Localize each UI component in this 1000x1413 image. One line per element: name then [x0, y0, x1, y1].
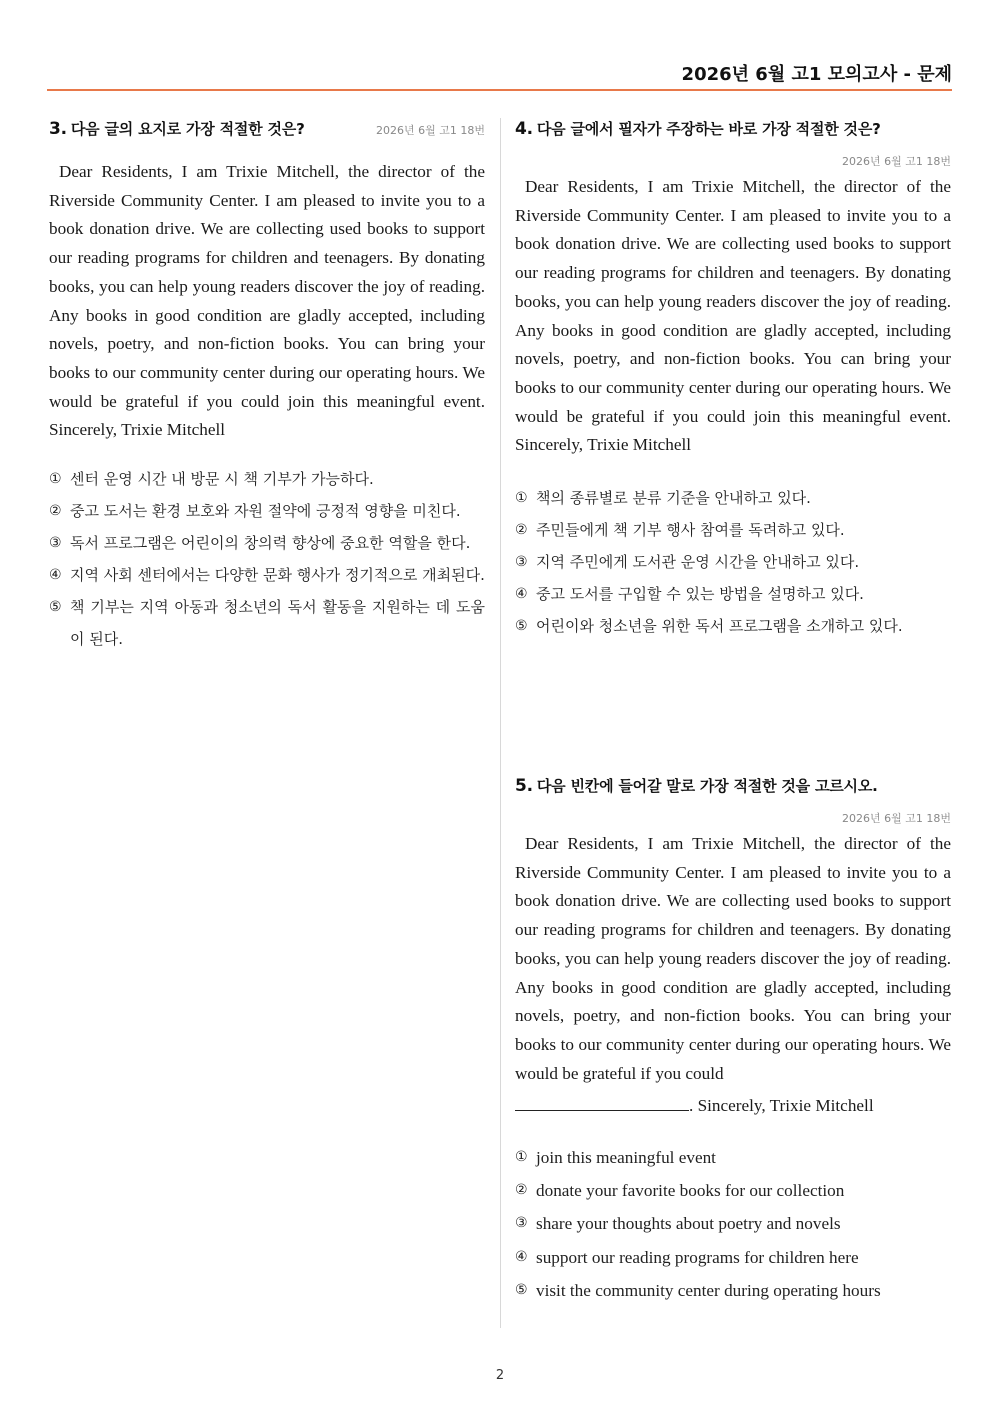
choice-marker: ④	[515, 1248, 528, 1265]
page-header-title: 2026년 6월 고1 모의고사 - 문제	[681, 64, 952, 85]
choice-item[interactable]	[515, 1241, 951, 1274]
choice-text: 센터 운영 시간 내 방문 시 책 기부가 가능하다.	[70, 470, 374, 489]
question-prompt: 다음 글에서 필자가 주장하는 바로 가장 적절한 것은?	[536, 120, 881, 138]
choice-marker: ③	[515, 1215, 528, 1232]
question-source: 2026년 6월 고1 18번	[842, 155, 951, 168]
choice-text: donate your favorite books for our collection	[536, 1181, 845, 1201]
choice-text: 책 기부는 지역 아동과 청소년의 독서 활동을 지원하는 데 도움이 된다.	[70, 598, 485, 649]
choice-marker: ①	[515, 490, 528, 507]
question-3-passage	[49, 158, 485, 445]
choice-item[interactable]	[49, 591, 485, 655]
question-5-passage	[515, 830, 951, 1088]
choice-item[interactable]	[49, 463, 485, 495]
question-5-choices	[515, 1141, 951, 1307]
choice-marker: ④	[515, 586, 528, 603]
choice-item[interactable]	[515, 610, 951, 642]
choice-text: support our reading programs for children here	[536, 1247, 859, 1267]
choice-item[interactable]	[515, 578, 951, 610]
choice-text: visit the community center during operating hours	[536, 1280, 881, 1300]
question-4-title	[515, 118, 881, 139]
question-source: 2026년 6월 고1 18번	[842, 812, 951, 825]
question-3-choices	[49, 463, 485, 655]
choice-item[interactable]	[49, 527, 485, 559]
choice-marker: ②	[49, 503, 62, 520]
choice-marker: ⑤	[49, 599, 62, 616]
choice-text: 지역 사회 센터에서는 다양한 문화 행사가 정기적으로 개최된다.	[70, 566, 485, 585]
question-number: 3.	[49, 119, 67, 139]
choice-text: 어린이와 청소년을 위한 독서 프로그램을 소개하고 있다.	[536, 617, 903, 636]
question-5-header	[515, 775, 951, 796]
choice-item[interactable]	[515, 482, 951, 514]
choice-marker: ①	[515, 1149, 528, 1166]
choice-item[interactable]	[515, 546, 951, 578]
question-4-header	[515, 118, 951, 139]
choice-marker: ④	[49, 567, 62, 584]
choice-text: 책의 종류별로 분류 기준을 안내하고 있다.	[536, 489, 811, 508]
choice-marker: ①	[49, 471, 62, 488]
question-4	[515, 118, 951, 642]
choice-marker: ②	[515, 1182, 528, 1199]
choice-item[interactable]	[49, 559, 485, 591]
choice-marker: ②	[515, 522, 528, 539]
choice-marker: ③	[515, 554, 528, 571]
choice-text: share your thoughts about poetry and novels	[536, 1214, 841, 1234]
choice-marker: ⑤	[515, 1281, 528, 1298]
choice-item[interactable]	[515, 1207, 951, 1240]
passage-ending: . Sincerely, Trixie Mitchell	[689, 1096, 874, 1116]
choice-text: join this meaningful event	[536, 1148, 716, 1168]
question-prompt: 다음 글의 요지로 가장 적절한 것은?	[70, 120, 305, 138]
question-3	[49, 118, 485, 655]
choice-item[interactable]	[515, 514, 951, 546]
choice-text: 주민들에게 책 기부 행사 참여를 독려하고 있다.	[536, 521, 845, 540]
passage-text: Dear Residents, I am Trixie Mitchell, the director of the Riverside Community Center. I am pleased to invite you to a book donation drive. We are collecting used books to support our reading programs for children and teenagers. By donating books, you can help young readers discover the joy of reading. Any books in good condition are gladly accepted, including novels, poetry, and non-fiction books. You can bring your books to our community center during our operating hours. We would be grateful if you could join this meaningful event. Sincerely, Trixie Mitchell	[49, 162, 485, 440]
passage-text: Dear Residents, I am Trixie Mitchell, the director of the Riverside Community Center. I am pleased to invite you to a book donation drive. We are collecting used books to support our reading programs for children and teenagers. By donating books, you can help young readers discover the joy of reading. Any books in good condition are gladly accepted, including novels, poetry, and non-fiction books. You can bring your books to our community center during our operating hours. We would be grateful if you could join this meaningful event. Sincerely, Trixie Mitchell	[515, 177, 951, 455]
column-divider	[500, 118, 501, 1328]
choice-item[interactable]	[515, 1141, 951, 1174]
choice-item[interactable]	[515, 1274, 951, 1307]
choice-item[interactable]	[49, 495, 485, 527]
question-3-header	[49, 118, 485, 139]
question-5	[515, 775, 951, 1307]
choice-text: 지역 주민에게 도서관 운영 시간을 안내하고 있다.	[536, 553, 860, 572]
question-prompt: 다음 빈칸에 들어갈 말로 가장 적절한 것을 고르시오.	[536, 777, 878, 795]
choice-text: 중고 도서를 구입할 수 있는 방법을 설명하고 있다.	[536, 585, 864, 604]
choice-marker: ③	[49, 535, 62, 552]
question-5-blank-line	[515, 1092, 951, 1121]
page-number: 2	[495, 1368, 505, 1383]
choice-marker: ⑤	[515, 618, 528, 635]
answer-blank	[515, 1092, 689, 1111]
choice-item[interactable]	[515, 1174, 951, 1207]
question-source: 2026년 6월 고1 18번	[376, 124, 485, 137]
question-number: 5.	[515, 776, 533, 796]
question-3-title	[49, 118, 305, 139]
header-divider	[47, 89, 952, 91]
question-5-title	[515, 775, 878, 796]
question-4-choices	[515, 482, 951, 642]
passage-text: Dear Residents, I am Trixie Mitchell, the director of the Riverside Community Center. I am pleased to invite you to a book donation drive. We are collecting used books to support our reading programs for children and teenagers. By donating books, you can help young readers discover the joy of reading. Any books in good condition are gladly accepted, including novels, poetry, and non-fiction books. You can bring your books to our community center during our operating hours. We would be grateful if you could	[515, 834, 951, 1083]
question-4-passage	[515, 173, 951, 460]
choice-text: 중고 도서는 환경 보호와 자원 절약에 긍정적 영향을 미친다.	[70, 502, 461, 521]
choice-text: 독서 프로그램은 어린이의 창의력 향상에 중요한 역할을 한다.	[70, 534, 471, 553]
question-number: 4.	[515, 119, 533, 139]
